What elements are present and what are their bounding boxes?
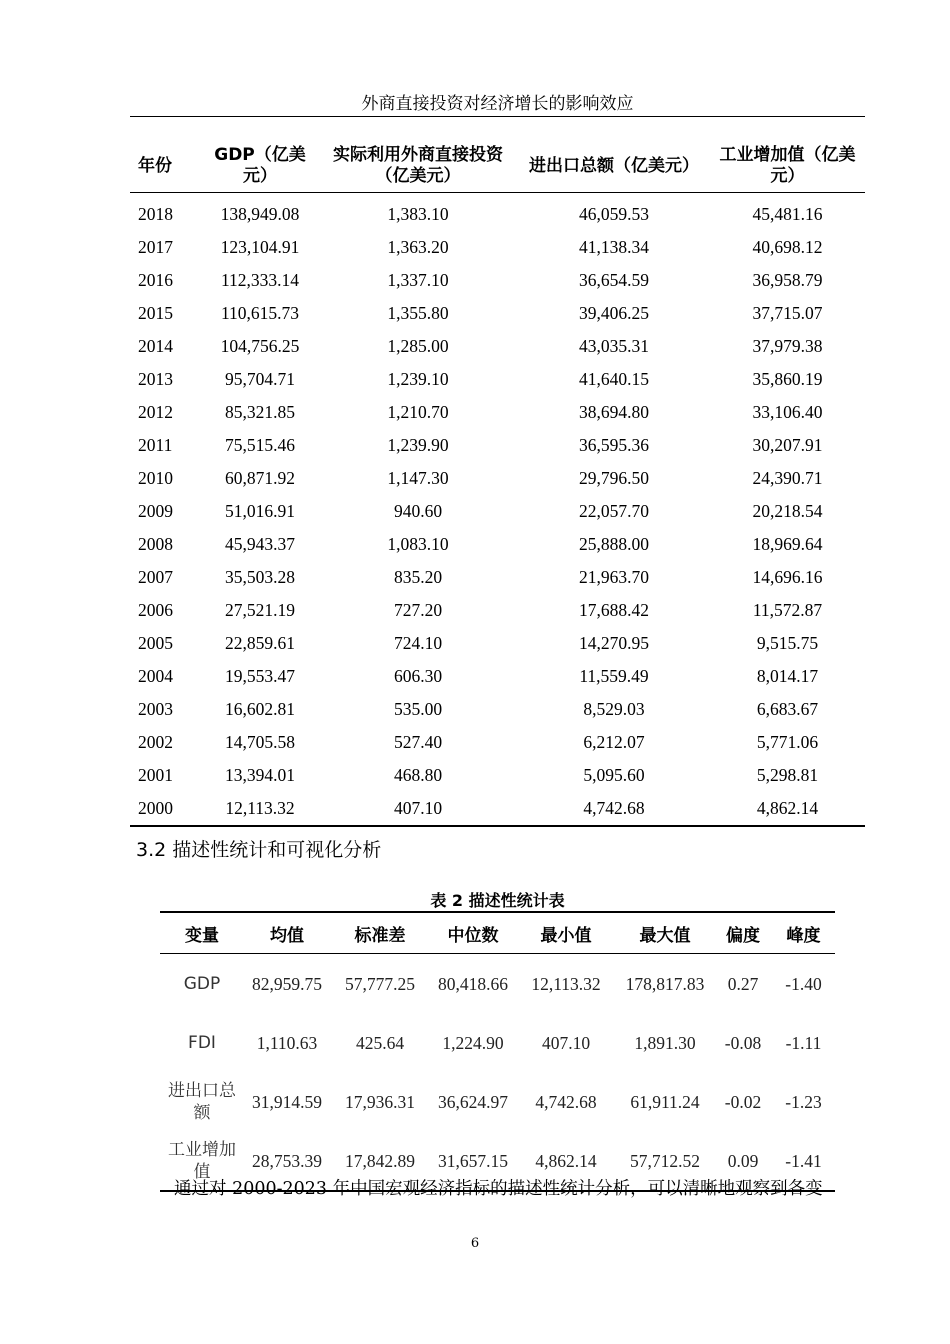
table-cell: 2015 (138, 303, 173, 323)
table-cell: 1,355.80 (387, 303, 449, 323)
table-cell: -1.40 (785, 973, 822, 994)
table-cell: 22,859.61 (225, 633, 295, 653)
table-cell: 57,777.25 (345, 973, 415, 994)
table-cell: 2013 (138, 369, 173, 389)
table-cell: 407.10 (541, 1032, 591, 1053)
table-cell: 24,390.71 (752, 468, 823, 488)
column-header: 年份 (130, 140, 202, 193)
table-cell: 4,742.68 (535, 1091, 597, 1112)
table-cell: 2001 (138, 765, 173, 785)
table-cell: 2012 (138, 402, 173, 422)
table-row (130, 528, 865, 561)
table-cell: 18,969.64 (752, 534, 823, 554)
table-cell: 0.09 (727, 1150, 759, 1171)
table-caption: 表 2 描述性统计表 (430, 891, 565, 910)
table-cell: 22,057.70 (579, 501, 649, 521)
table-cell: 46,059.53 (579, 204, 649, 224)
table-cell: 138,949.08 (220, 204, 300, 224)
table-cell: 38,694.80 (579, 402, 649, 422)
table-cell: 4,862.14 (756, 798, 819, 818)
table-cell: 1,210.70 (387, 402, 449, 422)
table-cell: 2000 (138, 798, 173, 818)
table-cell: 14,270.95 (579, 633, 649, 653)
column-header: 标准差 (330, 912, 430, 954)
table-cell: 2018 (138, 204, 173, 224)
table-cell: -0.02 (724, 1091, 762, 1112)
table-cell: 1,239.10 (387, 369, 449, 389)
table-cell: 6,212.07 (583, 732, 645, 752)
table-cell: 19,553.47 (225, 666, 295, 686)
table-cell: 1,363.20 (387, 237, 449, 257)
table-cell: 36,654.59 (579, 270, 649, 290)
column-header: 最大值 (616, 912, 714, 954)
column-header: 工业增加值（亿美元） (710, 140, 865, 193)
table-cell: 12,113.32 (225, 798, 295, 818)
column-header: 实际利用外商直接投资（亿美元） (318, 140, 518, 193)
table-row (130, 363, 865, 396)
table-cell: 2005 (138, 633, 173, 653)
table-cell: 41,138.34 (579, 237, 649, 257)
table-cell: 57,712.52 (630, 1150, 700, 1171)
table-row (130, 264, 865, 297)
table-cell: 6,683.67 (756, 699, 819, 719)
data-table-body (130, 193, 865, 827)
table-cell: 75,515.46 (225, 435, 295, 455)
table-cell: 37,715.07 (752, 303, 823, 323)
stats-table (160, 911, 835, 1192)
table-cell: 11,572.87 (752, 600, 823, 620)
table-cell: 2007 (138, 567, 173, 587)
table-cell: 1,110.63 (256, 1032, 318, 1053)
column-header: 偏度 (714, 912, 772, 954)
table-cell: 1,285.00 (387, 336, 449, 356)
table-cell: 2009 (138, 501, 173, 521)
column-header: GDP（亿美元） (202, 140, 318, 193)
table-cell: 2002 (138, 732, 173, 752)
table-cell: 407.10 (393, 798, 443, 818)
table-cell: 5,298.81 (756, 765, 819, 785)
table-cell: 27,521.19 (225, 600, 295, 620)
table-cell: -1.11 (785, 1032, 822, 1053)
table-cell: 36,958.79 (752, 270, 823, 290)
table-row (130, 462, 865, 495)
stats-table-body (160, 954, 835, 1192)
table-cell: 1,383.10 (387, 204, 449, 224)
table-cell: 40,698.12 (752, 237, 823, 257)
table-cell: 1,224.90 (442, 1032, 504, 1053)
table-cell: 2017 (138, 237, 173, 257)
table-cell: 20,218.54 (752, 501, 823, 521)
table-cell: 17,688.42 (579, 600, 649, 620)
table-cell: 16,602.81 (225, 699, 295, 719)
table-cell: 606.30 (393, 666, 443, 686)
table-cell: 468.80 (393, 765, 443, 785)
table-cell: 425.64 (355, 1032, 405, 1053)
table-cell: 60,871.92 (225, 468, 295, 488)
table-cell: 1,147.30 (387, 468, 449, 488)
table-cell: 80,418.66 (438, 973, 508, 994)
table-row (130, 193, 865, 232)
table-cell: 35,860.19 (752, 369, 823, 389)
table-row (160, 1013, 835, 1072)
table-cell: 1,083.10 (387, 534, 449, 554)
table-cell: 9,515.75 (756, 633, 819, 653)
table-cell: 进出口总额 (168, 1080, 236, 1123)
table-row (130, 726, 865, 759)
table-cell: 21,963.70 (579, 567, 649, 587)
table-cell: 5,095.60 (583, 765, 645, 785)
table-cell: 5,771.06 (756, 732, 819, 752)
table-cell: 2011 (138, 435, 173, 455)
column-header: 中位数 (430, 912, 516, 954)
table-row (130, 759, 865, 792)
table-cell: 940.60 (393, 501, 443, 521)
table-row (130, 297, 865, 330)
table-cell: 4,742.68 (583, 798, 645, 818)
table-cell: 2010 (138, 468, 173, 488)
table-cell: 41,640.15 (579, 369, 649, 389)
body-paragraph: 通过对 2000-2023 年中国宏观经济指标的描述性统计分析，可以清晰地观察到各变 (174, 1179, 823, 1199)
page-number: 6 (470, 1236, 480, 1251)
table-cell: 17,842.89 (345, 1150, 415, 1171)
table-cell: 17,936.31 (345, 1091, 415, 1112)
table-cell: 43,035.31 (579, 336, 649, 356)
table-cell: 1,337.10 (387, 270, 449, 290)
table-row (130, 561, 865, 594)
table-row (130, 693, 865, 726)
table-cell: 104,756.25 (220, 336, 300, 356)
table-cell: 178,817.83 (625, 973, 705, 994)
table-row (130, 495, 865, 528)
table-row (160, 954, 835, 1014)
table-cell: 2014 (138, 336, 173, 356)
table-cell: 39,406.25 (579, 303, 649, 323)
table-cell: 8,014.17 (756, 666, 819, 686)
table-cell: 37,979.38 (752, 336, 823, 356)
table-cell: FDI (188, 1032, 216, 1053)
column-header: 变量 (160, 912, 244, 954)
table-row (130, 792, 865, 826)
table-cell: -1.23 (785, 1091, 822, 1112)
column-header: 均值 (244, 912, 330, 954)
table-cell: 51,016.91 (225, 501, 295, 521)
table-cell: 31,657.15 (438, 1150, 508, 1171)
table-cell: 36,595.36 (579, 435, 649, 455)
table-cell: 527.40 (393, 732, 443, 752)
table-cell: 13,394.01 (225, 765, 295, 785)
table-cell: GDP (183, 973, 221, 994)
table-cell: 1,891.30 (634, 1032, 696, 1053)
table-cell: 82,959.75 (252, 973, 322, 994)
running-header: 外商直接投资对经济增长的影响效应 (361, 94, 634, 114)
table-cell: 95,704.71 (225, 369, 295, 389)
table-row (130, 660, 865, 693)
section-heading: 3.2 描述性统计和可视化分析 (136, 839, 382, 861)
table-cell: 45,481.16 (752, 204, 823, 224)
table-cell: 2004 (138, 666, 173, 686)
table-cell: 61,911.24 (630, 1091, 700, 1112)
table-cell: 14,696.16 (752, 567, 823, 587)
header-rule (130, 116, 865, 117)
table-row (160, 1072, 835, 1131)
table-cell: 4,862.14 (535, 1150, 597, 1171)
table-cell: 35,503.28 (225, 567, 295, 587)
table-cell: -0.08 (724, 1032, 762, 1053)
table-cell: 14,705.58 (225, 732, 295, 752)
table-cell: 33,106.40 (752, 402, 823, 422)
table-row (130, 429, 865, 462)
table-cell: 2008 (138, 534, 173, 554)
table-cell: 123,104.91 (220, 237, 300, 257)
table-cell: 28,753.39 (252, 1150, 322, 1171)
column-header: 峰度 (772, 912, 835, 954)
table-cell: 85,321.85 (225, 402, 295, 422)
table-cell: 25,888.00 (579, 534, 649, 554)
table-cell: 2016 (138, 270, 173, 290)
table-cell: 31,914.59 (252, 1091, 322, 1112)
column-header: 最小值 (516, 912, 616, 954)
table-cell: 1,239.90 (387, 435, 449, 455)
table-cell: -1.41 (785, 1150, 822, 1171)
table-cell: 45,943.37 (225, 534, 295, 554)
table-cell: 29,796.50 (579, 468, 649, 488)
table-cell: 12,113.32 (531, 973, 601, 994)
table-cell: 工业增加值 (168, 1139, 236, 1182)
table-cell: 112,333.14 (220, 270, 300, 290)
table-cell: 2003 (138, 699, 173, 719)
table-row (130, 627, 865, 660)
table-cell: 36,624.97 (438, 1091, 508, 1112)
table-row (130, 231, 865, 264)
table-cell: 724.10 (393, 633, 443, 653)
table-row (130, 396, 865, 429)
table-cell: 30,207.91 (752, 435, 823, 455)
table-row (130, 330, 865, 363)
data-table (130, 140, 865, 827)
table-cell: 2006 (138, 600, 173, 620)
table-cell: 11,559.49 (579, 666, 649, 686)
table-cell: 0.27 (727, 973, 759, 994)
table-cell: 110,615.73 (220, 303, 300, 323)
stats-table-header-row (160, 912, 835, 954)
column-header: 进出口总额（亿美元） (518, 140, 710, 193)
data-table-header-row (130, 140, 865, 193)
table-cell: 535.00 (393, 699, 443, 719)
table-cell: 835.20 (393, 567, 443, 587)
table-cell: 727.20 (393, 600, 443, 620)
table-row (130, 594, 865, 627)
table-cell: 8,529.03 (583, 699, 645, 719)
